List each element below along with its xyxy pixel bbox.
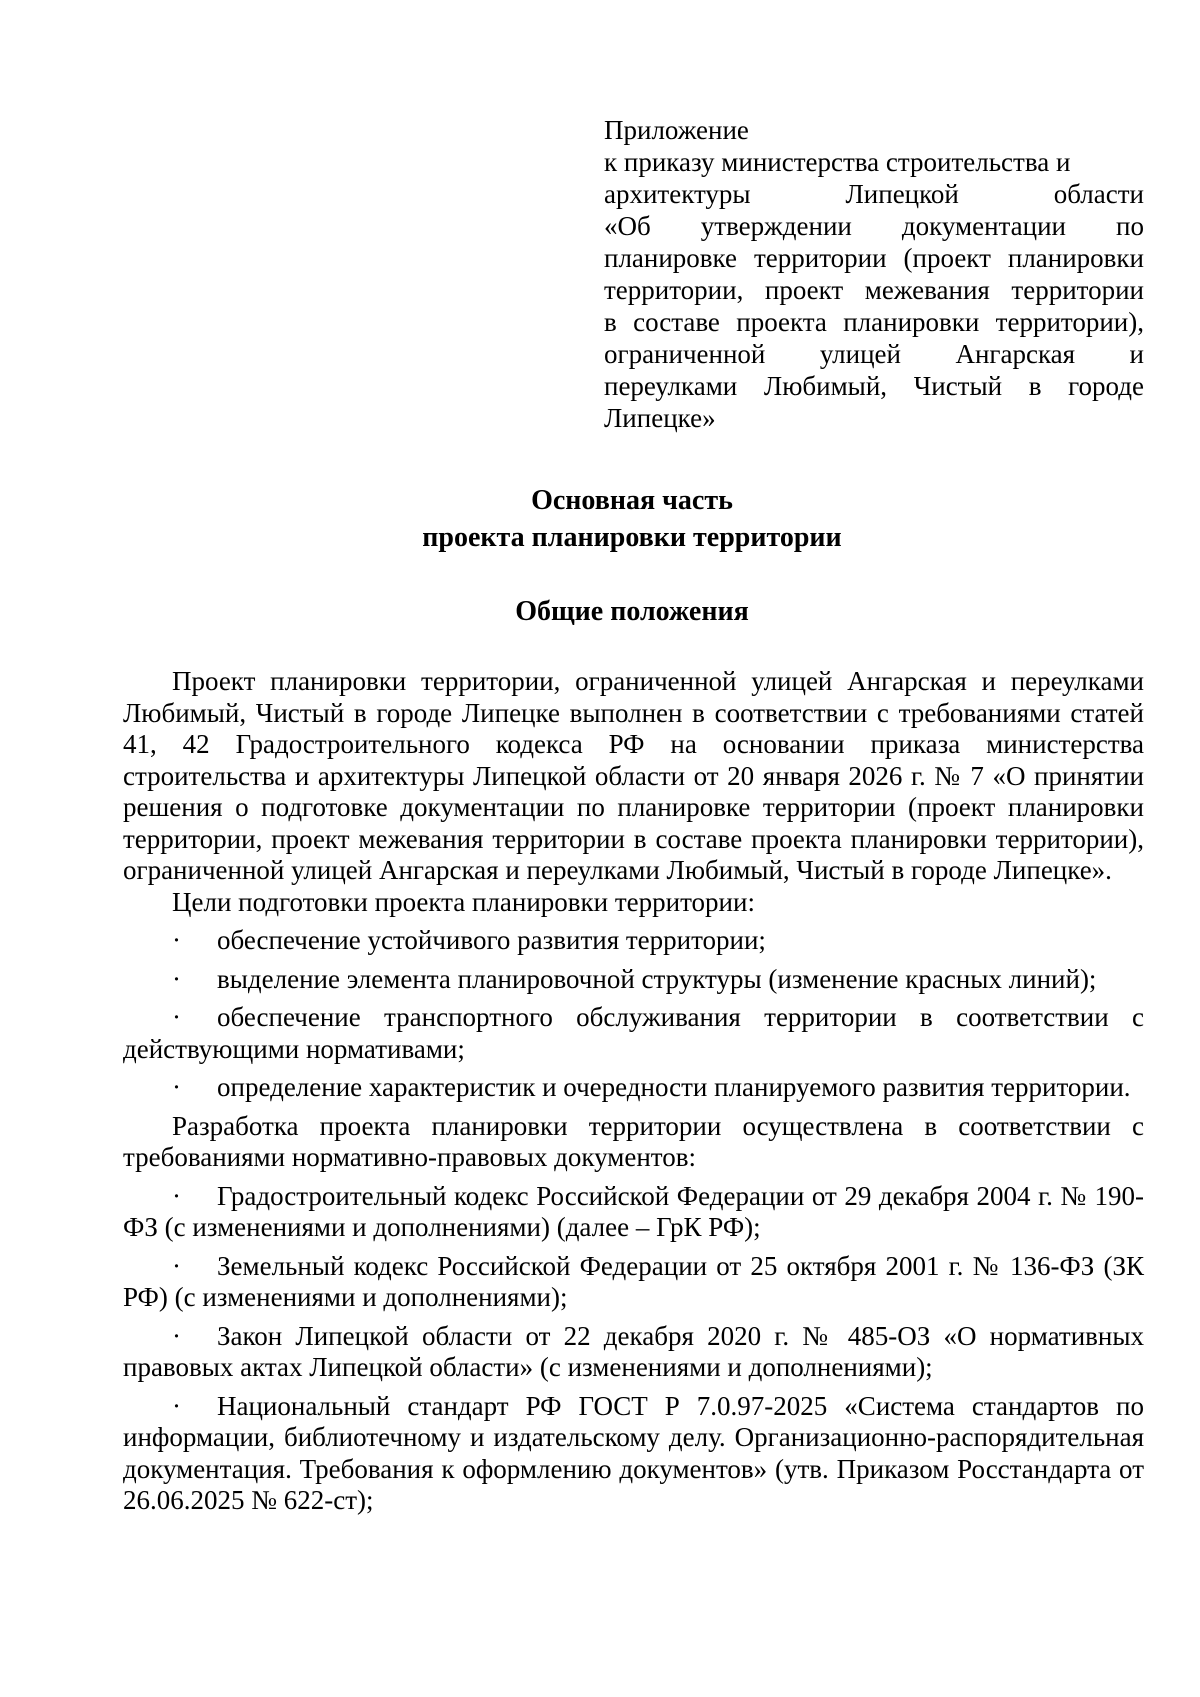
annex-line: ограниченной улицей Ангарская и xyxy=(604,339,1144,369)
bullet-icon: · xyxy=(172,1002,181,1032)
goal-text: обеспечение транспортного обслуживания территории в соответствии с действующими нормативами; xyxy=(123,1002,1144,1064)
bullet-icon: · xyxy=(172,1180,181,1211)
bullet-icon: · xyxy=(172,963,181,994)
doc-text: Градостроительный кодекс Российской Федерации от 29 декабря 2004 г. № 190-ФЗ (с изменениями и дополнениями) (далее – ГрК РФ); xyxy=(123,1180,1144,1242)
doc-text: Закон Липецкой области от 22 декабря 2020 г. № 485-ОЗ «О нормативных правовых актах Липецкой области» (с изменениями и дополнениями); xyxy=(123,1320,1144,1382)
goal-text: обеспечение устойчивого развития территории; xyxy=(217,925,766,955)
bullet-icon: · xyxy=(172,1390,181,1421)
title-line-1: Основная часть xyxy=(531,485,733,516)
goal-item xyxy=(123,925,1144,957)
goal-item xyxy=(123,1002,1144,1065)
annex-line: в составе проекта планировки территории), xyxy=(604,307,1144,337)
goal-item xyxy=(123,964,1144,996)
document-title xyxy=(0,482,1200,556)
goal-text: определение характеристик и очередности планируемого развития территории. xyxy=(217,1072,1131,1102)
doc-item xyxy=(123,1391,1144,1517)
bullet-icon: · xyxy=(172,1320,181,1351)
doc-item xyxy=(123,1321,1144,1384)
doc-text: Земельный кодекс Российской Федерации от 25 октября 2001 г. № 136-ФЗ (ЗК РФ) (с изменениями и дополнениями); xyxy=(123,1250,1144,1312)
annex-line: архитектуры Липецкой области xyxy=(604,179,1144,209)
annex-line: «Об утверждении документации по xyxy=(604,211,1144,241)
title-line-2: проекта планировки территории xyxy=(422,522,842,553)
doc-item xyxy=(123,1181,1144,1244)
annex-line: переулками Любимый, Чистый в городе xyxy=(604,371,1144,401)
annex-line: территории, проект межевания территории xyxy=(604,275,1144,305)
bullet-icon: · xyxy=(172,925,181,955)
doc-text: Национальный стандарт РФ ГОСТ Р 7.0.97-2025 «Система стандартов по информации, библиотечному и издательскому делу. Организационно-распорядительная документация. Требования к оформлению документов» (утв. Приказом Росстандарта от 26.06.2025 № 622-ст); xyxy=(123,1390,1144,1515)
annex-line: Липецке» xyxy=(604,403,716,433)
annex-header xyxy=(604,114,1144,434)
goal-text: выделение элемента планировочной структуры (изменение красных линий); xyxy=(217,963,1097,994)
annex-line: к приказу министерства строительства и xyxy=(604,147,1071,177)
intro-paragraph: Проект планировки территории, ограниченной улицей Ангарская и переулками Любимый, Чистый в городе Липецке выполнен в соответствии с требованиями статей 41, 42 Градостроительного кодекса РФ на основании приказа министерства строительства и архитектуры Липецкой области от 20 января 2026 г. № 7 «О принятии решения о подготовке документации по планировке территории (проект планировки территории, проект межевания территории в составе проекта планировки территории), ограниченной улицей Ангарская и переулками Любимый, Чистый в городе Липецке». xyxy=(123,666,1144,885)
doc-item xyxy=(123,1251,1144,1314)
section-title: Общие положения xyxy=(515,596,749,627)
goal-item xyxy=(123,1072,1144,1104)
goals-heading: Цели подготовки проекта планировки территории: xyxy=(172,886,755,917)
bullet-icon: · xyxy=(172,1072,181,1102)
annex-line: Приложение xyxy=(604,115,749,145)
docs-heading: Разработка проекта планировки территории осуществлена в соответствии с требованиями нормативно-правовых документов: xyxy=(123,1110,1144,1172)
bullet-icon: · xyxy=(172,1250,181,1281)
document-body xyxy=(123,666,1144,1517)
annex-line: планировке территории (проект планировки xyxy=(604,243,1144,273)
